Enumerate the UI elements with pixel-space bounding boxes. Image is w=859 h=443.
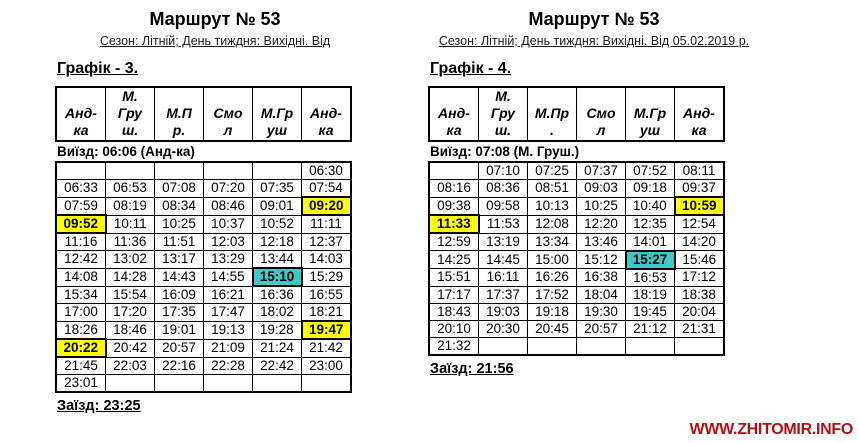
time-cell: 17:52 xyxy=(528,286,577,303)
time-cell: 12:54 xyxy=(675,215,725,233)
route-title: Маршрут № 53 xyxy=(149,9,281,29)
time-cell: 14:25 xyxy=(429,251,479,269)
panel-header xyxy=(428,8,760,49)
time-cell: 18:19 xyxy=(626,286,675,303)
timetable-row xyxy=(56,233,351,251)
time-cell: 14:20 xyxy=(675,233,725,251)
time-cell: 08:34 xyxy=(155,197,204,215)
time-cell: 09:18 xyxy=(626,180,675,198)
empty-cell xyxy=(204,375,253,393)
time-cell: 22:28 xyxy=(204,357,253,375)
timetable-row xyxy=(429,286,724,303)
time-cell: 11:53 xyxy=(479,215,528,233)
time-cell: 20:57 xyxy=(155,339,204,357)
time-cell: 20:57 xyxy=(577,320,626,337)
schedule-number-label: Графік - 3. xyxy=(57,60,139,77)
time-cell: 07:08 xyxy=(155,180,204,198)
timetable-row xyxy=(56,215,351,233)
timetable-row xyxy=(56,304,351,322)
departure-label: Виїзд: 06:06 (Анд-ка) xyxy=(57,144,195,160)
time-cell: 13:02 xyxy=(106,251,155,269)
time-cell: 18:04 xyxy=(577,286,626,303)
time-cell: 15:27 xyxy=(626,251,675,269)
empty-cell xyxy=(577,337,626,355)
station-header-cell: Анд- ка xyxy=(675,87,725,141)
time-cell: 11:33 xyxy=(429,215,479,233)
time-cell: 19:45 xyxy=(626,303,675,320)
station-header-cell: М.Пр . xyxy=(528,87,577,141)
timetable-row xyxy=(56,251,351,269)
stations-header-row xyxy=(429,87,724,141)
time-cell: 07:25 xyxy=(528,162,577,180)
time-cell: 14:43 xyxy=(155,268,204,286)
empty-cell xyxy=(528,337,577,355)
time-cell: 08:36 xyxy=(479,180,528,198)
timetable-row xyxy=(56,180,351,198)
station-header-cell: М.П р. xyxy=(155,87,204,141)
time-cell: 14:45 xyxy=(479,251,528,269)
time-cell: 06:30 xyxy=(302,162,352,180)
stations-header-table xyxy=(428,86,725,142)
time-cell: 20:42 xyxy=(106,339,155,357)
time-cell: 15:29 xyxy=(302,268,352,286)
timetable-row xyxy=(429,269,724,287)
time-cell: 10:40 xyxy=(626,197,675,215)
time-cell: 10:37 xyxy=(204,215,253,233)
station-header-cell: Смо л xyxy=(577,87,626,141)
empty-cell xyxy=(204,162,253,180)
time-cell: 09:20 xyxy=(302,197,352,215)
time-cell: 07:20 xyxy=(204,180,253,198)
time-cell: 12:35 xyxy=(626,215,675,233)
time-cell: 11:16 xyxy=(56,233,106,251)
schedule-panel-grafik-4 xyxy=(428,0,859,443)
time-cell: 17:00 xyxy=(56,304,106,322)
season-subtitle: Сезон: Літній; День тиждня: Вихідні. Від xyxy=(99,34,331,48)
timetable-row xyxy=(429,197,724,215)
time-cell: 23:01 xyxy=(56,375,106,393)
time-cell: 12:37 xyxy=(302,233,352,251)
timetable-row xyxy=(56,339,351,357)
time-cell: 15:12 xyxy=(577,251,626,269)
time-cell: 08:11 xyxy=(675,162,725,180)
empty-cell xyxy=(155,162,204,180)
time-cell: 09:01 xyxy=(253,197,302,215)
time-cell: 10:25 xyxy=(577,197,626,215)
time-cell: 09:52 xyxy=(56,215,106,233)
time-cell: 06:33 xyxy=(56,180,106,198)
timetable-row xyxy=(429,180,724,198)
stations-header-table xyxy=(55,86,352,142)
time-cell: 08:19 xyxy=(106,197,155,215)
empty-cell xyxy=(253,375,302,393)
route-title: Маршрут № 53 xyxy=(528,9,660,29)
empty-cell xyxy=(302,375,352,393)
time-cell: 17:47 xyxy=(204,304,253,322)
timetable-row xyxy=(429,215,724,233)
schedule-number-label: Графік - 4. xyxy=(430,60,512,77)
station-header-cell: Анд- ка xyxy=(429,87,479,141)
time-cell: 18:38 xyxy=(675,286,725,303)
time-cell: 07:59 xyxy=(56,197,106,215)
time-cell: 09:38 xyxy=(429,197,479,215)
time-cell: 10:13 xyxy=(528,197,577,215)
time-cell: 15:10 xyxy=(253,268,302,286)
time-cell: 14:01 xyxy=(626,233,675,251)
time-cell: 21:24 xyxy=(253,339,302,357)
station-header-cell: Анд- ка xyxy=(302,87,352,141)
time-cell: 07:10 xyxy=(479,162,528,180)
time-cell: 12:20 xyxy=(577,215,626,233)
timetable-row xyxy=(429,320,724,337)
time-cell: 19:03 xyxy=(479,303,528,320)
time-cell: 12:18 xyxy=(253,233,302,251)
time-cell: 15:46 xyxy=(675,251,725,269)
time-cell: 10:25 xyxy=(155,215,204,233)
time-cell: 15:00 xyxy=(528,251,577,269)
time-cell: 08:16 xyxy=(429,180,479,198)
time-cell: 09:37 xyxy=(675,180,725,198)
timetable-row xyxy=(429,303,724,320)
time-cell: 12:08 xyxy=(528,215,577,233)
time-cell: 19:13 xyxy=(204,321,253,339)
time-cell: 13:46 xyxy=(577,233,626,251)
time-cell: 13:29 xyxy=(204,251,253,269)
time-cell: 20:22 xyxy=(56,339,106,357)
time-cell: 11:36 xyxy=(106,233,155,251)
time-cell: 18:02 xyxy=(253,304,302,322)
time-cell: 21:12 xyxy=(626,320,675,337)
time-cell: 16:11 xyxy=(479,269,528,287)
station-header-cell: М. Гру ш. xyxy=(106,87,155,141)
timetable-row xyxy=(429,162,724,180)
time-cell: 14:08 xyxy=(56,268,106,286)
time-cell: 12:03 xyxy=(204,233,253,251)
time-cell: 16:36 xyxy=(253,286,302,304)
time-cell: 19:18 xyxy=(528,303,577,320)
departure-label: Виїзд: 07:08 (М. Груш.) xyxy=(430,144,580,160)
time-cell: 23:00 xyxy=(302,357,352,375)
timetable-row xyxy=(429,337,724,355)
time-cell: 15:34 xyxy=(56,286,106,304)
time-cell: 13:44 xyxy=(253,251,302,269)
time-cell: 13:17 xyxy=(155,251,204,269)
timetable-row xyxy=(56,286,351,304)
time-cell: 19:30 xyxy=(577,303,626,320)
time-cell: 15:51 xyxy=(429,269,479,287)
time-cell: 17:12 xyxy=(675,269,725,287)
time-cell: 13:19 xyxy=(479,233,528,251)
time-cell: 20:30 xyxy=(479,320,528,337)
time-cell: 16:26 xyxy=(528,269,577,287)
empty-cell xyxy=(253,162,302,180)
timetable xyxy=(55,161,352,393)
panel-header xyxy=(0,8,430,49)
time-cell: 21:31 xyxy=(675,320,725,337)
time-cell: 19:47 xyxy=(302,321,352,339)
empty-cell xyxy=(155,375,204,393)
time-cell: 10:11 xyxy=(106,215,155,233)
time-cell: 14:28 xyxy=(106,268,155,286)
time-cell: 12:59 xyxy=(429,233,479,251)
time-cell: 09:03 xyxy=(577,180,626,198)
empty-cell xyxy=(106,375,155,393)
time-cell: 16:38 xyxy=(577,269,626,287)
empty-cell xyxy=(479,337,528,355)
timetable-row xyxy=(429,251,724,269)
empty-cell xyxy=(626,337,675,355)
station-header-cell: Анд- ка xyxy=(56,87,106,141)
time-cell: 18:26 xyxy=(56,321,106,339)
empty-cell xyxy=(429,162,479,180)
time-cell: 22:16 xyxy=(155,357,204,375)
station-header-cell: М.Гр уш xyxy=(253,87,302,141)
time-cell: 17:35 xyxy=(155,304,204,322)
time-cell: 17:37 xyxy=(479,286,528,303)
time-cell: 06:53 xyxy=(106,180,155,198)
time-cell: 16:53 xyxy=(626,269,675,287)
time-cell: 18:46 xyxy=(106,321,155,339)
time-cell: 13:34 xyxy=(528,233,577,251)
time-cell: 15:54 xyxy=(106,286,155,304)
time-cell: 17:17 xyxy=(429,286,479,303)
timetable-row xyxy=(56,375,351,393)
time-cell: 21:09 xyxy=(204,339,253,357)
time-cell: 14:55 xyxy=(204,268,253,286)
time-cell: 21:32 xyxy=(429,337,479,355)
timetable-row xyxy=(56,357,351,375)
empty-cell xyxy=(106,162,155,180)
time-cell: 08:46 xyxy=(204,197,253,215)
time-cell: 20:10 xyxy=(429,320,479,337)
time-cell: 11:51 xyxy=(155,233,204,251)
station-header-cell: М.Гр уш xyxy=(626,87,675,141)
empty-cell xyxy=(56,162,106,180)
time-cell: 10:59 xyxy=(675,197,725,215)
time-cell: 17:20 xyxy=(106,304,155,322)
station-header-cell: М. Гру ш. xyxy=(479,87,528,141)
time-cell: 21:42 xyxy=(302,339,352,357)
time-cell: 07:35 xyxy=(253,180,302,198)
timetable xyxy=(428,161,725,356)
arrival-label: Заїзд: 21:56 xyxy=(430,360,514,377)
time-cell: 19:28 xyxy=(253,321,302,339)
time-cell: 09:58 xyxy=(479,197,528,215)
time-cell: 11:11 xyxy=(302,215,352,233)
time-cell: 07:52 xyxy=(626,162,675,180)
time-cell: 07:37 xyxy=(577,162,626,180)
arrival-label: Заїзд: 23:25 xyxy=(57,398,141,415)
timetable-row xyxy=(56,162,351,180)
site-watermark: WWW.ZHITOMIR.INFO xyxy=(689,421,853,438)
time-cell: 22:42 xyxy=(253,357,302,375)
time-cell: 07:54 xyxy=(302,180,352,198)
time-cell: 16:21 xyxy=(204,286,253,304)
time-cell: 10:52 xyxy=(253,215,302,233)
time-cell: 18:43 xyxy=(429,303,479,320)
time-cell: 12:42 xyxy=(56,251,106,269)
timetable-row xyxy=(56,197,351,215)
timetable-row xyxy=(56,268,351,286)
empty-cell xyxy=(675,337,725,355)
time-cell: 14:03 xyxy=(302,251,352,269)
time-cell: 19:01 xyxy=(155,321,204,339)
time-cell: 16:09 xyxy=(155,286,204,304)
time-cell: 20:45 xyxy=(528,320,577,337)
season-subtitle: Сезон: Літній; День тиждня: Вихідні. Від 05.02.2019 р. xyxy=(438,34,750,48)
station-header-cell: Смо л xyxy=(204,87,253,141)
time-cell: 20:04 xyxy=(675,303,725,320)
stations-header-row xyxy=(56,87,351,141)
timetable-row xyxy=(429,233,724,251)
time-cell: 16:55 xyxy=(302,286,352,304)
time-cell: 18:21 xyxy=(302,304,352,322)
timetable-row xyxy=(56,321,351,339)
time-cell: 21:45 xyxy=(56,357,106,375)
time-cell: 22:03 xyxy=(106,357,155,375)
time-cell: 08:51 xyxy=(528,180,577,198)
